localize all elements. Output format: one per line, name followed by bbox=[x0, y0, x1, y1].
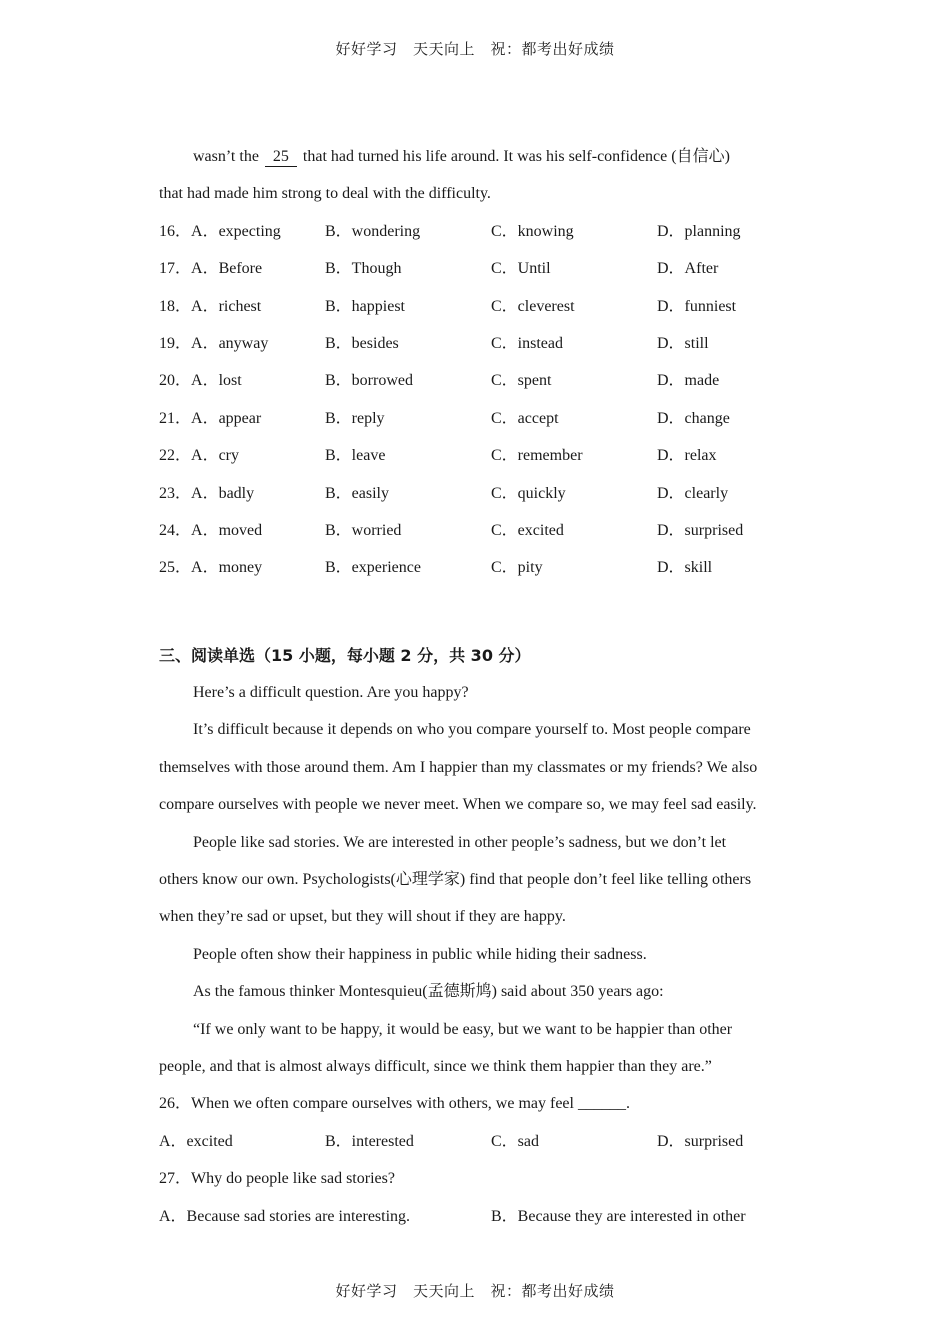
option-text[interactable]: A．anyway bbox=[191, 334, 269, 352]
option-b[interactable]: B．happiest bbox=[325, 297, 405, 315]
option-b[interactable]: B．experience bbox=[325, 559, 421, 577]
question-number: 25． bbox=[159, 559, 192, 577]
question-number: 20． bbox=[159, 372, 192, 390]
question-27-stem: 27．Why do people like sad stories? bbox=[159, 1170, 395, 1188]
option-text[interactable]: A．cry bbox=[191, 447, 240, 465]
option-c[interactable]: C．excited bbox=[491, 521, 564, 539]
reading-passage bbox=[159, 674, 799, 1085]
option-b[interactable]: B．leave bbox=[325, 447, 386, 465]
question-number: 19． bbox=[159, 334, 192, 352]
option-b[interactable]: B．worried bbox=[325, 521, 402, 539]
option-b[interactable]: B．reply bbox=[325, 409, 385, 427]
option-b[interactable]: B．easily bbox=[325, 484, 389, 502]
passage-line: People often show their happiness in public while hiding their sadness. bbox=[193, 945, 647, 963]
option-a[interactable] bbox=[159, 250, 262, 287]
passage-line: when they’re sad or upset, but they will shout if they are happy. bbox=[159, 908, 566, 926]
option-text[interactable]: A．appear bbox=[191, 409, 262, 427]
section-3-heading: 三、阅读单选（15 小题，每小题 2 分，共 30 分） bbox=[159, 645, 531, 665]
passage-end-line-2: that had made him strong to deal with the difficulty. bbox=[159, 185, 491, 203]
question-row bbox=[159, 437, 799, 474]
passage-end-line-1 bbox=[159, 138, 799, 175]
section-gap bbox=[159, 587, 799, 637]
option-a[interactable] bbox=[159, 400, 261, 437]
option-b[interactable]: B．Though bbox=[325, 260, 402, 278]
option-a[interactable] bbox=[159, 475, 254, 512]
question-number: 24． bbox=[159, 521, 192, 539]
question-number: 23． bbox=[159, 484, 192, 502]
option-d[interactable]: D．skill bbox=[657, 559, 713, 577]
option-c[interactable]: C．Until bbox=[491, 260, 551, 278]
option-c[interactable]: C．quickly bbox=[491, 484, 566, 502]
option-text[interactable]: A．richest bbox=[191, 297, 262, 315]
passage-line: It’s difficult because it depends on who you compare yourself to. Most people compare bbox=[193, 721, 751, 739]
question-row bbox=[159, 250, 799, 287]
option-text[interactable]: A．Before bbox=[191, 260, 263, 278]
option-a[interactable] bbox=[159, 437, 239, 474]
option-b[interactable]: B．interested bbox=[325, 1132, 414, 1150]
question-27-options bbox=[159, 1198, 799, 1235]
option-c[interactable]: C．cleverest bbox=[491, 297, 575, 315]
question-number: 21． bbox=[159, 409, 192, 427]
question-row bbox=[159, 288, 799, 325]
option-c[interactable]: C．knowing bbox=[491, 222, 574, 240]
passage-line: compare ourselves with people we never meet. When we compare so, we may feel sad easily. bbox=[159, 796, 757, 814]
option-a[interactable] bbox=[159, 288, 261, 325]
passage-line: As the famous thinker Montesquieu(孟德斯鸠) said about 350 years ago: bbox=[193, 983, 664, 1001]
option-d[interactable]: D．planning bbox=[657, 222, 741, 240]
cloze-options-list bbox=[159, 213, 799, 587]
option-c[interactable]: C．remember bbox=[491, 447, 583, 465]
option-a[interactable]: A．Because sad stories are interesting. bbox=[159, 1207, 411, 1225]
passage-text: wasn’t the bbox=[193, 148, 263, 165]
question-number: 22． bbox=[159, 447, 192, 465]
option-d[interactable]: D．funniest bbox=[657, 297, 737, 315]
question-row bbox=[159, 549, 799, 586]
option-b[interactable]: B．besides bbox=[325, 334, 399, 352]
option-b[interactable]: B．borrowed bbox=[325, 372, 413, 390]
option-d[interactable]: D．surprised bbox=[657, 521, 744, 539]
passage-line: people, and that is almost always difficult, since we think them happier than they are.” bbox=[159, 1057, 712, 1075]
option-text[interactable]: A．money bbox=[191, 559, 263, 577]
option-c[interactable]: C．accept bbox=[491, 409, 559, 427]
option-c[interactable]: C．pity bbox=[491, 559, 543, 577]
question-row bbox=[159, 325, 799, 362]
option-c[interactable]: C．instead bbox=[491, 334, 563, 352]
option-d[interactable]: D．change bbox=[657, 409, 730, 427]
option-d[interactable]: D．surprised bbox=[657, 1132, 744, 1150]
option-b[interactable]: B．wondering bbox=[325, 222, 421, 240]
passage-line: themselves with those around them. Am I happier than my classmates or my friends? We also bbox=[159, 758, 758, 776]
option-d[interactable]: D．still bbox=[657, 334, 709, 352]
option-a[interactable] bbox=[159, 213, 281, 250]
passage-line: People like sad stories. We are interested in other people’s sadness, but we don’t let bbox=[193, 833, 727, 851]
question-number: 16． bbox=[159, 222, 192, 240]
passage-line: Here’s a difficult question. Are you happy? bbox=[193, 684, 469, 702]
question-row bbox=[159, 213, 799, 250]
question-row bbox=[159, 362, 799, 399]
passage-line: “If we only want to be happy, it would be easy, but we want to be happier than other bbox=[193, 1020, 733, 1038]
option-a[interactable] bbox=[159, 512, 262, 549]
page-footer: 好好学习 天天向上 祝：都考出好成绩 bbox=[335, 1282, 615, 1300]
option-d[interactable]: D．After bbox=[657, 260, 719, 278]
option-d[interactable]: D．relax bbox=[657, 447, 717, 465]
question-number: 17． bbox=[159, 260, 192, 278]
option-a[interactable] bbox=[159, 362, 242, 399]
option-a[interactable]: A．excited bbox=[159, 1132, 233, 1150]
option-a[interactable] bbox=[159, 549, 262, 586]
question-number: 18． bbox=[159, 297, 192, 315]
blank-25: 25 bbox=[265, 148, 297, 167]
question-26-stem: 26．When we often compare ourselves with others, we may feel ______. bbox=[159, 1095, 630, 1113]
option-a[interactable] bbox=[159, 325, 268, 362]
option-d[interactable]: D．made bbox=[657, 372, 720, 390]
option-b[interactable]: B．Because they are interested in other bbox=[491, 1207, 746, 1225]
question-row bbox=[159, 512, 799, 549]
question-row bbox=[159, 400, 799, 437]
option-d[interactable]: D．clearly bbox=[657, 484, 729, 502]
option-text[interactable]: A．moved bbox=[191, 521, 263, 539]
option-c[interactable]: C．sad bbox=[491, 1132, 540, 1150]
option-text[interactable]: A．lost bbox=[191, 372, 242, 390]
option-text[interactable]: A．badly bbox=[191, 484, 255, 502]
option-text[interactable]: A．expecting bbox=[191, 222, 281, 240]
passage-text: that had turned his life around. It was his self-confidence (自信心) bbox=[298, 148, 730, 165]
option-c[interactable]: C．spent bbox=[491, 372, 552, 390]
passage-line: others know our own. Psychologists(心理学家) find that people don’t feel like telling others bbox=[159, 871, 752, 889]
question-26-options bbox=[159, 1123, 799, 1160]
question-row bbox=[159, 475, 799, 512]
page-header: 好好学习 天天向上 祝：都考出好成绩 bbox=[335, 40, 615, 58]
exam-content bbox=[159, 138, 799, 1235]
